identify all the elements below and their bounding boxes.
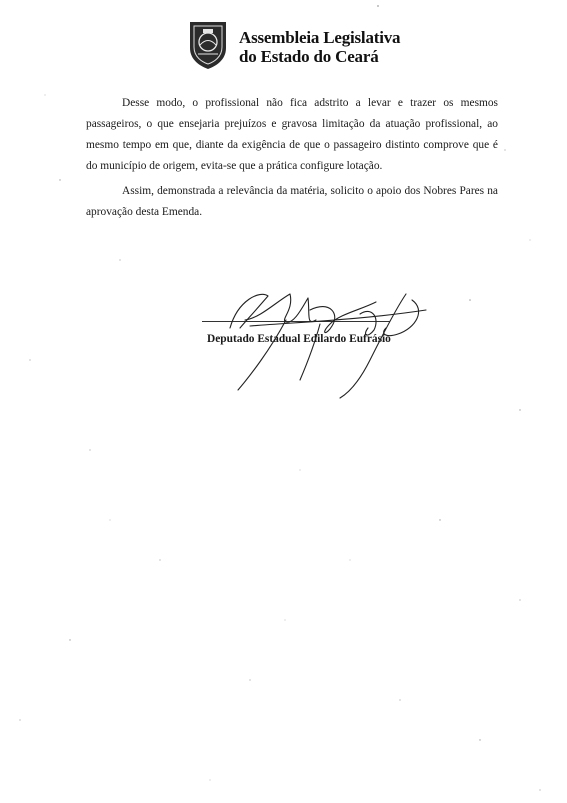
state-coat-of-arms-icon — [186, 18, 230, 70]
institution-name-line2: do Estado do Ceará — [239, 47, 379, 66]
institution-name-line1: Assembleia Legislativa — [239, 28, 401, 47]
letterhead — [186, 18, 426, 74]
handwritten-signature — [190, 280, 450, 410]
document-body — [86, 93, 498, 223]
signer-name: Deputado Estadual Edilardo Eufrásio — [207, 333, 391, 345]
institution-name — [239, 28, 400, 66]
body-paragraph-2: Assim, demonstrada a relevância da matéria, solicito o apoio dos Nobres Pares na aprovação desta Emenda. — [86, 185, 498, 218]
body-paragraph-1: Desse modo, o profissional não fica adstrito a levar e trazer os mesmos passageiros, o que ensejaria prejuízos e gravosa limitação da atuação profissional, ao mesmo tempo em que, diante da exigência de que o passageiro distinto comprove que é do município de origem, evita-se que a prática configure lotação. — [86, 97, 498, 172]
